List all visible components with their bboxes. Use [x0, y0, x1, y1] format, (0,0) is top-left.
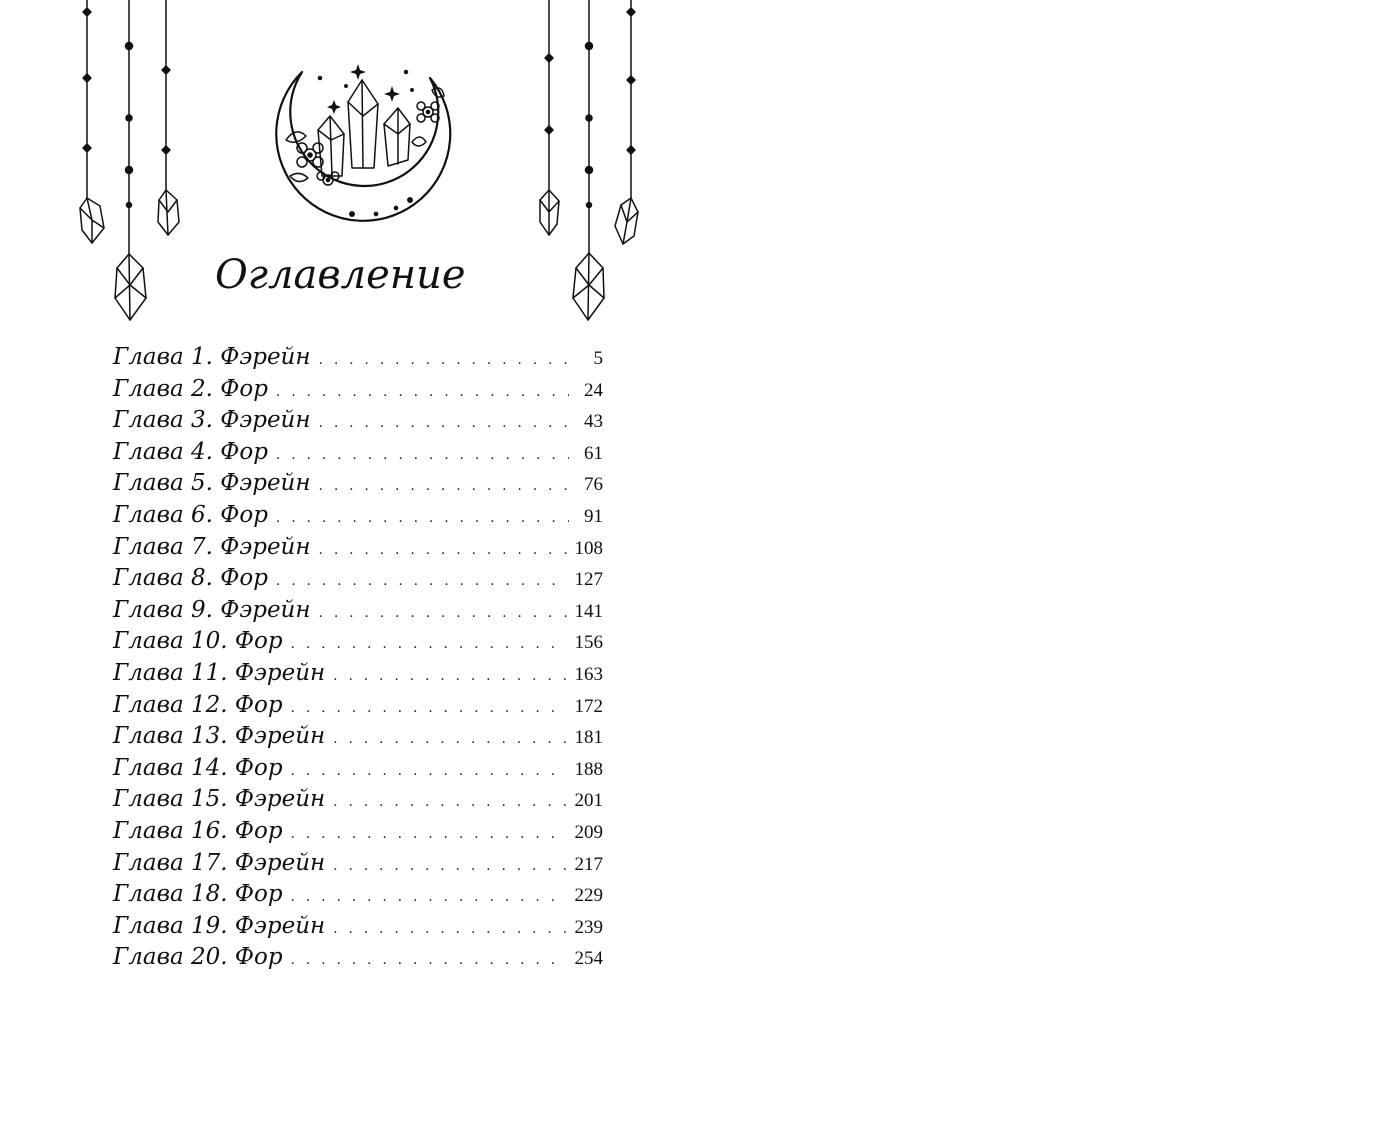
toc-entry-page-number: 156 — [574, 632, 603, 654]
hanging-crystal-chains-right — [540, 0, 638, 320]
toc-entry-title: Глава 4. Фор — [113, 438, 268, 465]
toc-entry-page-number: 229 — [574, 885, 603, 907]
toc-entry-page-number: 141 — [574, 600, 603, 622]
toc-entry[interactable] — [113, 786, 603, 818]
toc-entry-page-number: 163 — [574, 663, 603, 685]
toc-entry[interactable] — [113, 407, 603, 439]
toc-entry-page-number: 209 — [574, 821, 603, 843]
toc-entry[interactable] — [113, 723, 603, 755]
toc-entry-title: Глава 15. Фэрейн — [113, 786, 326, 813]
toc-entry[interactable] — [113, 344, 603, 376]
toc-entry[interactable] — [113, 376, 603, 408]
toc-entry-title: Глава 9. Фэрейн — [113, 596, 311, 623]
toc-entry-title: Глава 5. Фэрейн — [113, 470, 311, 497]
toc-entry[interactable] — [113, 692, 603, 724]
toc-entry[interactable] — [113, 944, 603, 976]
toc-entry-page-number: 24 — [584, 379, 603, 401]
toc-entry[interactable] — [113, 881, 603, 913]
dot-leader — [333, 794, 566, 810]
toc-entry-page-number: 127 — [574, 569, 603, 591]
toc-entry[interactable] — [113, 597, 603, 629]
dot-leader — [291, 952, 567, 968]
toc-entry-title: Глава 10. Фор — [113, 628, 283, 655]
toc-entry[interactable] — [113, 534, 603, 566]
toc-entry-page-number: 201 — [574, 790, 603, 812]
dot-leader — [276, 447, 569, 463]
dot-leader — [319, 415, 569, 431]
right-page — [697, 0, 1394, 1125]
dot-leader — [276, 573, 567, 589]
toc-entry-title: Глава 6. Фор — [113, 501, 268, 528]
dot-leader — [291, 826, 567, 842]
toc-entry-title: Глава 16. Фор — [113, 817, 283, 844]
dot-leader — [291, 700, 567, 716]
toc-entry-title: Глава 11. Фэрейн — [113, 659, 326, 686]
toc-entry-page-number: 43 — [584, 411, 603, 433]
toc-entry[interactable] — [113, 660, 603, 692]
toc-entry-title: Глава 17. Фэрейн — [113, 849, 326, 876]
hanging-crystal-chains-left — [80, 0, 179, 320]
toc-entry-title: Глава 3. Фэрейн — [113, 407, 311, 434]
dot-leader — [333, 731, 566, 747]
dot-leader — [276, 384, 569, 400]
toc-entry[interactable] — [113, 439, 603, 471]
toc-title: Оглавление — [215, 252, 466, 298]
dot-leader — [319, 478, 569, 494]
toc-entry-page-number: 172 — [574, 695, 603, 717]
dot-leader — [319, 352, 569, 368]
toc-entry-page-number: 5 — [593, 348, 603, 369]
toc-entry-page-number: 181 — [574, 727, 603, 749]
toc-entry-page-number: 188 — [574, 758, 603, 780]
toc-entry[interactable] — [113, 755, 603, 787]
dot-leader — [291, 636, 567, 652]
toc-entry-page-number: 217 — [574, 853, 603, 875]
toc-entry-page-number: 91 — [584, 505, 603, 527]
toc-entry[interactable] — [113, 818, 603, 850]
toc-entry-title: Глава 14. Фор — [113, 754, 283, 781]
toc-entry-page-number: 239 — [574, 916, 603, 938]
toc-entry[interactable] — [113, 470, 603, 502]
toc-list-left — [113, 344, 603, 976]
toc-entry-title: Глава 12. Фор — [113, 691, 283, 718]
toc-entry[interactable] — [113, 502, 603, 534]
toc-entry-page-number: 254 — [574, 948, 603, 970]
toc-entry-title: Глава 2. Фор — [113, 375, 268, 402]
toc-entry[interactable] — [113, 913, 603, 945]
dot-leader — [291, 889, 567, 905]
toc-entry-title: Глава 8. Фор — [113, 565, 268, 592]
toc-entry-title: Глава 18. Фор — [113, 881, 283, 908]
dot-leader — [291, 763, 567, 779]
toc-entry-page-number: 76 — [584, 474, 603, 496]
dot-leader — [333, 921, 566, 937]
toc-entry-page-number: 61 — [584, 442, 603, 464]
toc-entry[interactable] — [113, 628, 603, 660]
toc-entry-title: Глава 20. Фор — [113, 944, 283, 971]
toc-entry-title: Глава 13. Фэрейн — [113, 723, 326, 750]
dot-leader — [319, 542, 567, 558]
toc-entry-title: Глава 1. Фэрейн — [113, 344, 311, 370]
toc-entry[interactable] — [113, 850, 603, 882]
dot-leader — [276, 510, 569, 526]
dot-leader — [333, 858, 566, 874]
toc-entry-title: Глава 19. Фэрейн — [113, 912, 326, 939]
toc-entry[interactable] — [113, 565, 603, 597]
toc-entry-title: Глава 7. Фэрейн — [113, 533, 311, 560]
dot-leader — [319, 605, 567, 621]
moon-crystal-emblem — [276, 64, 450, 221]
toc-entry-page-number: 108 — [574, 537, 603, 559]
dot-leader — [333, 668, 566, 684]
